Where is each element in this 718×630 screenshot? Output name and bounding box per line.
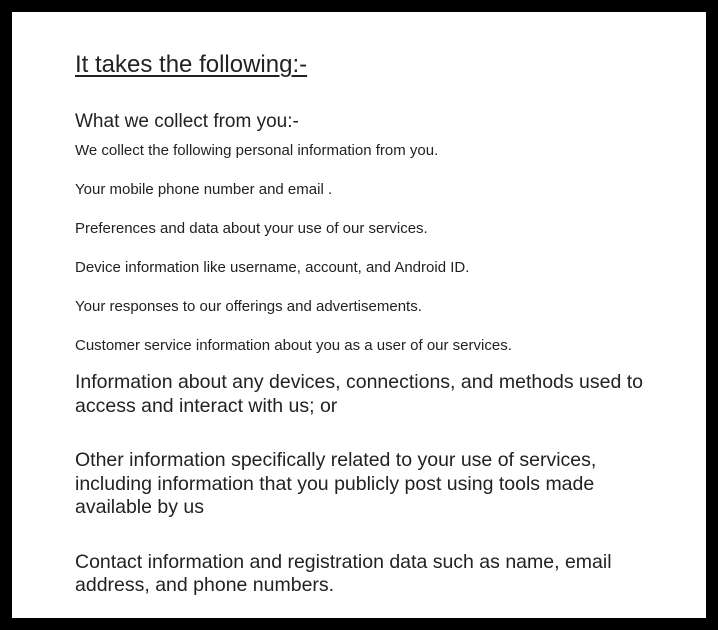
list-item: Your mobile phone number and email .	[75, 181, 333, 198]
list-item: Your responses to our offerings and advertisements.	[75, 298, 422, 315]
section-subheading: What we collect from you:-	[75, 111, 299, 132]
list-item: Preferences and data about your use of our services.	[75, 220, 428, 237]
collected-info-list	[75, 141, 675, 356]
list-item: We collect the following personal information from you.	[75, 142, 439, 159]
paragraph-item: Information about any devices, connections, and methods used to access and interact with us; or	[75, 371, 644, 417]
page-heading: It takes the following:-	[75, 51, 308, 78]
list-item: Device information like username, account, and Android ID.	[75, 259, 470, 276]
paragraph-item: Contact information and registration data such as name, email address, and phone numbers.	[75, 550, 612, 596]
paragraph-item: Other information specifically related to your use of services, including information that you publicly post using tools made available by us	[75, 449, 597, 518]
document-page	[12, 12, 706, 618]
document-content	[75, 50, 675, 598]
additional-info-list	[75, 371, 675, 598]
list-item: Customer service information about you as a user of our services.	[75, 337, 512, 354]
